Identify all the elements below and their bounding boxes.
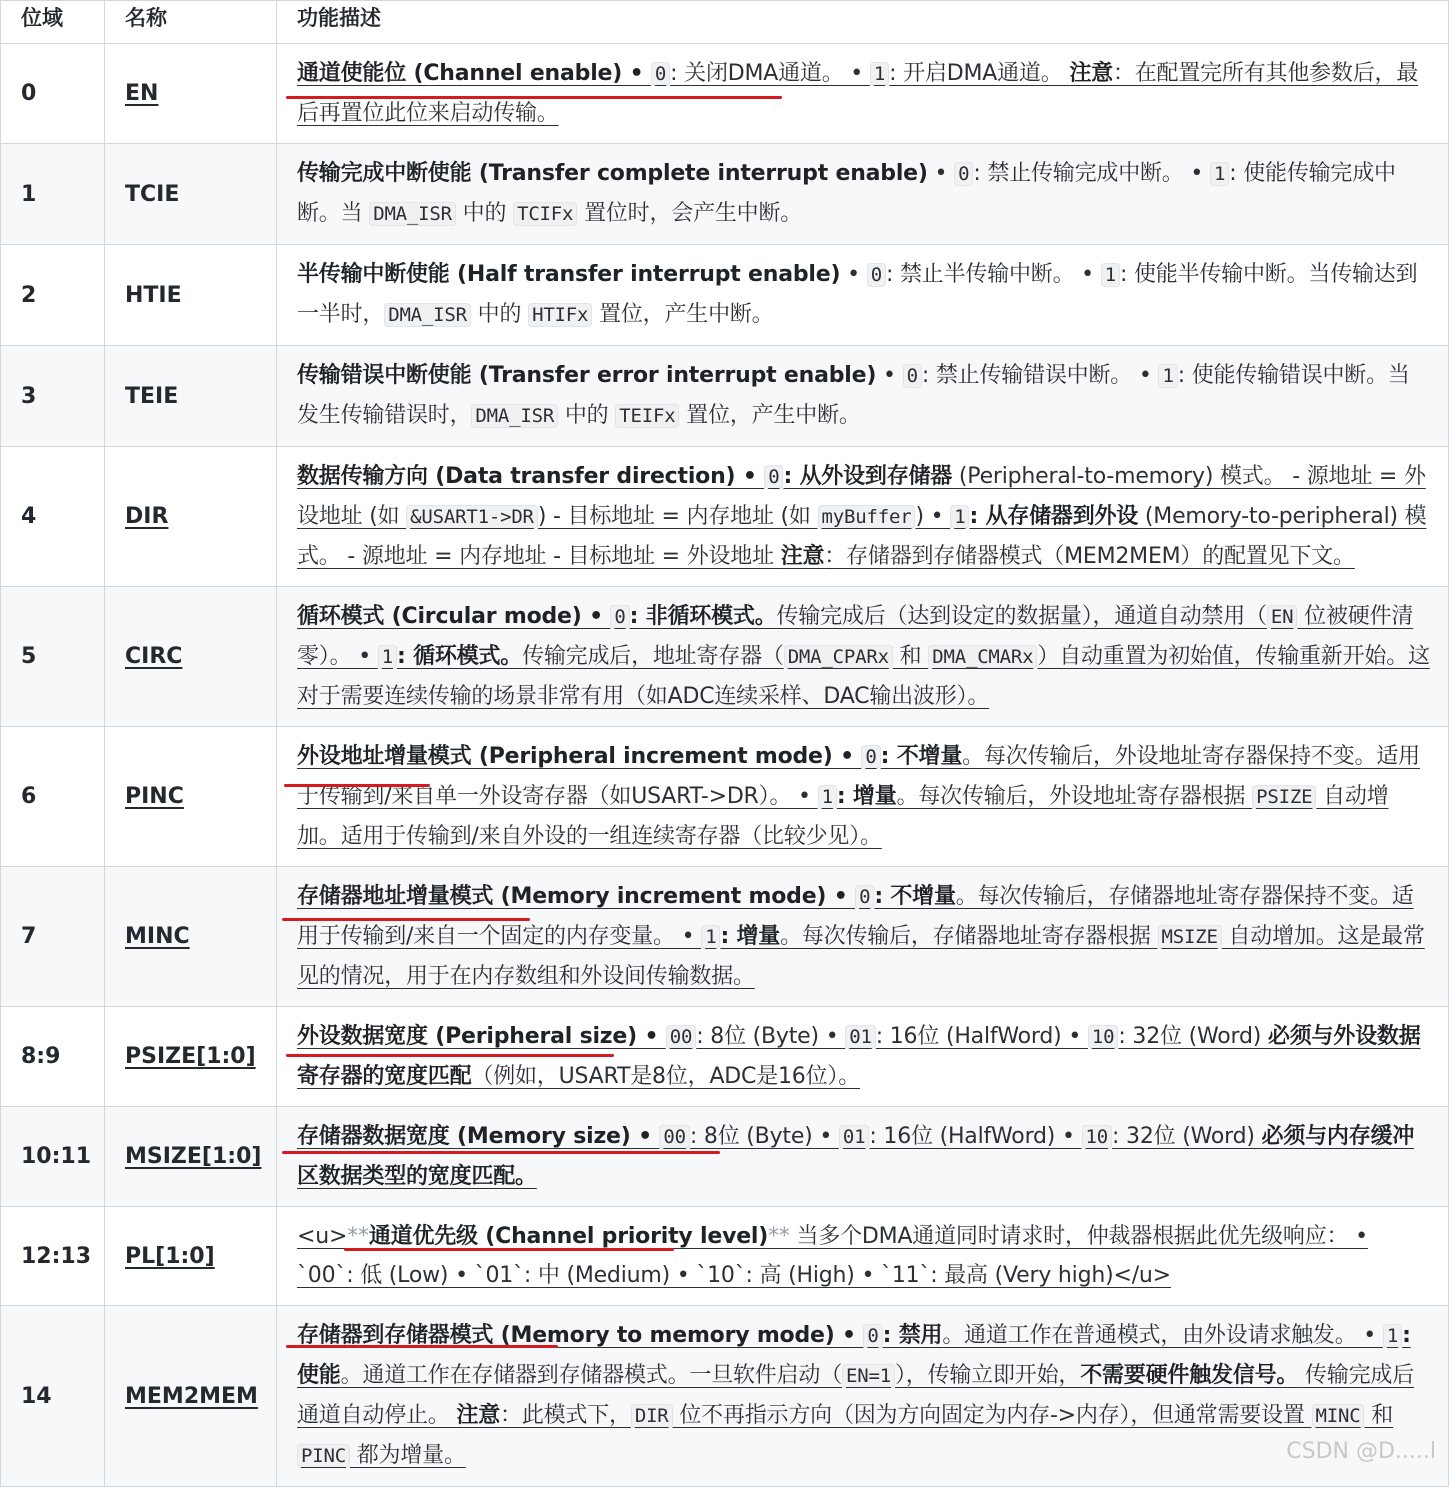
inline-code: MSIZE: [1158, 925, 1222, 949]
bold-text: : 从外设到存储器: [783, 464, 952, 489]
plain-text: 自动增加。这是最常见的情况，用于在内存数组和外设间传输数据。: [297, 924, 1425, 989]
table-row: [1, 727, 1449, 867]
bold-text: 通道优先级 (Channel priority level): [369, 1224, 768, 1249]
plain-text: : 8位 (Byte) •: [690, 1124, 839, 1149]
inline-code: 1: [701, 925, 720, 949]
description-text: [297, 1224, 1368, 1288]
plain-text: : 使能半传输中断。当传输达到一半时，: [297, 262, 1417, 327]
bold-text: : 增量: [720, 924, 780, 949]
register-name: TCIE: [125, 182, 179, 207]
description-text: [297, 1124, 1414, 1189]
inline-code: TEIFx: [615, 404, 679, 428]
bit-cell: 6: [1, 727, 105, 867]
inline-code: PSIZE: [1252, 785, 1316, 809]
inline-code: DMA_ISR: [384, 303, 471, 327]
plain-text: : 关闭DMA通道。 •: [670, 61, 870, 86]
bit-cell: 7: [1, 867, 105, 1007]
plain-text: •: [876, 363, 902, 388]
bit-cell: 8:9: [1, 1007, 105, 1107]
inline-code: 0: [610, 605, 629, 629]
plain-text: : 开启DMA通道。: [889, 61, 1069, 86]
bold-text: 注意: [1069, 61, 1113, 86]
description-text: [297, 161, 1396, 226]
bold-text: 存储器地址增量模式 (Memory increment mode) •: [297, 884, 855, 909]
plain-text: ），传输立即开始，: [895, 1363, 1080, 1388]
bold-text: 数据传输方向 (Data transfer direction) •: [297, 464, 764, 489]
inline-code: 0: [764, 465, 783, 489]
inline-code: 01: [845, 1025, 875, 1049]
plain-text: 和: [893, 644, 928, 669]
plain-text: •: [840, 262, 866, 287]
bold-text: 必须与内存缓冲区数据类型的宽度匹配。: [297, 1124, 1414, 1189]
bold-text: 存储器数据宽度 (Memory size) •: [297, 1124, 659, 1149]
inline-code: 1: [1158, 364, 1177, 388]
table-row: [1, 44, 1449, 144]
inline-code: 0: [855, 885, 874, 909]
name-cell: [105, 1007, 277, 1107]
inline-code: 1: [1101, 263, 1120, 287]
bold-text: 传输完成中断使能 (Transfer complete interrupt enable): [297, 161, 928, 186]
plain-text: 和: [1364, 1403, 1393, 1428]
register-name: MSIZE[1:0]: [125, 1144, 261, 1169]
inline-code: DIR: [631, 1404, 673, 1428]
bold-text: : 禁用: [883, 1323, 943, 1348]
inline-code: 1: [950, 505, 969, 529]
plain-text: ：此模式下，: [500, 1403, 631, 1428]
plain-text: (Peripheral-to-memory) 模式。 - 源地址 = 外设地址 (如: [297, 464, 1426, 529]
inline-code: 0: [903, 364, 922, 388]
name-cell: [105, 587, 277, 727]
plain-text: ）自动重置为初始值，传输重新开始。这对于需要连续传输的场景非常有用（如ADC连续采样、DAC输出波形）。: [297, 644, 1430, 709]
inline-code: 1: [818, 785, 837, 809]
bold-text: 循环模式 (Circular mode) •: [297, 604, 610, 629]
bold-text: 通道使能位 (Channel enable) •: [297, 61, 651, 86]
description-cell: [277, 144, 1449, 245]
plain-text: 中的: [471, 302, 528, 327]
bold-text: : 非循环模式。: [630, 604, 777, 629]
plain-text: 置位时，会产生中断。: [577, 201, 802, 226]
plain-text: : 使能传输错误中断。当发生传输错误时，: [297, 363, 1410, 428]
inline-code: 0: [954, 162, 973, 186]
plain-text: 传输完成后通道自动停止。: [297, 1363, 1414, 1428]
name-cell: [105, 867, 277, 1007]
bold-text: 存储器到存储器模式 (Memory to memory mode) •: [297, 1323, 863, 1348]
inline-code: 00: [666, 1025, 696, 1049]
description-cell: [277, 1306, 1449, 1487]
plain-text: : 32位 (Word): [1118, 1024, 1268, 1049]
register-name: DIR: [125, 504, 168, 529]
inline-code: 1: [378, 645, 397, 669]
plain-text: 自动增加。适用于传输到/来自外设的一组连续寄存器（比较少见）。: [297, 784, 1389, 849]
plain-text: 当多个DMA通道同时请求时，仲裁器根据此优先级响应： • `00`: 低 (Low) • `01`: 中 (Medium) • `10`: 高 (High) • `11`: 最高 (Very high)</u>: [297, 1224, 1368, 1288]
plain-text: 置位，产生中断。: [592, 302, 773, 327]
description-cell: [277, 1207, 1449, 1306]
inline-code: HTIFx: [528, 303, 592, 327]
inline-code: 10: [1088, 1025, 1118, 1049]
inline-code: EN: [1267, 605, 1297, 629]
inline-code: 0: [863, 1324, 882, 1348]
header-name: 名称: [105, 1, 277, 44]
description-text: [297, 1323, 1414, 1468]
plain-text: <u>: [297, 1224, 347, 1249]
inline-code: TCIFx: [513, 202, 577, 226]
watermark: CSDN @D.....l: [1286, 1439, 1436, 1464]
bold-text: : 不增量: [874, 884, 955, 909]
name-cell: [105, 1107, 277, 1207]
register-name: PINC: [125, 784, 184, 809]
bold-text: : 使能: [297, 1323, 1411, 1388]
description-cell: [277, 587, 1449, 727]
inline-code: 1: [870, 62, 889, 86]
name-cell: [105, 44, 277, 144]
table-row: [1, 245, 1449, 346]
inline-code: &USART1->DR: [406, 505, 538, 529]
bold-text: : 从存储器到外设: [969, 504, 1138, 529]
inline-code: DMA_ISR: [471, 404, 558, 428]
inline-code: DMA_CMARx: [928, 645, 1037, 669]
name-cell: [105, 346, 277, 447]
header-row: [1, 1, 1449, 44]
plain-text: 。通道工作在存储器到存储器模式。一旦软件启动（: [341, 1363, 842, 1388]
bit-cell: 2: [1, 245, 105, 346]
table-row: [1, 447, 1449, 587]
inline-code: DMA_ISR: [369, 202, 456, 226]
bold-text: 外设数据宽度 (Peripheral size) •: [297, 1024, 666, 1049]
description-cell: [277, 1007, 1449, 1107]
plain-text: 。每次传输后，存储器地址寄存器根据: [780, 924, 1157, 949]
register-name: PL[1:0]: [125, 1244, 215, 1269]
inline-code: DMA_CPARx: [784, 645, 893, 669]
plain-text: : 使能传输完成中断。当: [297, 161, 1396, 226]
bold-text: : 增量: [837, 784, 897, 809]
inline-code: EN=1: [842, 1364, 895, 1388]
plain-text: 。通道工作在普通模式，由外设请求触发。 •: [942, 1323, 1383, 1348]
table-row: [1, 1306, 1449, 1487]
bit-cell: 1: [1, 144, 105, 245]
plain-text: : 8位 (Byte) •: [696, 1024, 845, 1049]
table-row: [1, 1207, 1449, 1306]
register-name: HTIE: [125, 283, 182, 308]
inline-code: 1: [1383, 1324, 1402, 1348]
register-name: MEM2MEM: [125, 1384, 258, 1409]
inline-code: 0: [867, 263, 886, 287]
bold-text: : 不增量: [881, 744, 962, 769]
name-cell: [105, 1306, 277, 1487]
bit-cell: 4: [1, 447, 105, 587]
plain-text: ) •: [915, 504, 950, 529]
plain-text: 。每次传输后，外设地址寄存器根据: [897, 784, 1253, 809]
plain-text: : 32位 (Word): [1112, 1124, 1262, 1149]
plain-text: ) - 目标地址 = 内存地址 (如: [538, 504, 818, 529]
bit-cell: 12:13: [1, 1207, 105, 1306]
name-cell: [105, 727, 277, 867]
plain-text: ：存储器到存储器模式（MEM2MEM）的配置见下文。: [824, 544, 1355, 569]
plain-text: （例如，USART是8位，ADC是16位）。: [471, 1064, 860, 1089]
plain-text: 中的: [558, 403, 615, 428]
table-body: [1, 44, 1449, 1487]
bold-text: 传输错误中断使能 (Transfer error interrupt enable): [297, 363, 876, 388]
header-bit: 位域: [1, 1, 105, 44]
name-cell: [105, 144, 277, 245]
description-text: [297, 604, 1430, 709]
plain-text: 置位，产生中断。: [679, 403, 860, 428]
bold-text: 必须与外设数据寄存器的宽度匹配: [297, 1024, 1421, 1089]
plain-text: : 禁止传输完成中断。 •: [973, 161, 1210, 186]
inline-code: myBuffer: [818, 505, 916, 529]
bit-cell: 0: [1, 44, 105, 144]
table-row: [1, 867, 1449, 1007]
plain-text: (Memory-to-peripheral) 模式。 - 源地址 = 内存地址 - 目标地址 = 外设地址: [297, 504, 1426, 569]
description-text: [297, 744, 1420, 849]
plain-text: : 禁止传输错误中断。 •: [922, 363, 1159, 388]
inline-code: MINC: [1312, 1404, 1365, 1428]
plain-text: 。每次传输后，外设地址寄存器保持不变。适用于传输到/来自单一外设寄存器（如USART->DR）。 •: [297, 744, 1420, 809]
plain-text: : 禁止半传输中断。 •: [886, 262, 1101, 287]
inline-code: 1: [1210, 162, 1229, 186]
plain-text: •: [928, 161, 954, 186]
plain-text: 中的: [456, 201, 513, 226]
name-cell: [105, 447, 277, 587]
register-name: TEIE: [125, 384, 178, 409]
description-cell: [277, 245, 1449, 346]
header-description: 功能描述: [277, 1, 1449, 44]
description-cell: [277, 346, 1449, 447]
inline-code: 0: [651, 62, 670, 86]
name-cell: [105, 1207, 277, 1306]
plain-text: 位被硬件清零）。 •: [297, 604, 1413, 669]
table-row: [1, 144, 1449, 245]
description-cell: [277, 44, 1449, 144]
name-cell: [105, 245, 277, 346]
description-cell: [277, 1107, 1449, 1207]
description-text: [297, 884, 1425, 989]
plain-text: ：在配置完所有其他参数后，最后再置位此位来启动传输。: [297, 61, 1418, 126]
plain-text: 位不再指示方向（因为方向固定为内存->内存），但通常需要设置: [673, 1403, 1312, 1428]
bit-cell: 3: [1, 346, 105, 447]
plain-text: 都为增量。: [350, 1443, 466, 1468]
description-cell: [277, 727, 1449, 867]
table-row: [1, 346, 1449, 447]
bold-text: 注意: [781, 544, 825, 569]
bit-cell: 10:11: [1, 1107, 105, 1207]
inline-code: 01: [839, 1125, 869, 1149]
register-name: PSIZE[1:0]: [125, 1044, 256, 1069]
inline-code: 0: [861, 745, 880, 769]
bit-cell: 5: [1, 587, 105, 727]
description-cell: [277, 867, 1449, 1007]
description-text: [297, 464, 1426, 569]
plain-text: 。每次传输后，存储器地址寄存器保持不变。适用于传输到/来自一个固定的内存变量。 •: [297, 884, 1414, 949]
table-row: [1, 587, 1449, 727]
bold-text: 注意: [456, 1403, 500, 1428]
inline-code: PINC: [297, 1444, 350, 1468]
table-row: [1, 1007, 1449, 1107]
markdown-marker: **: [347, 1224, 369, 1249]
description-text: [297, 363, 1410, 428]
register-name: EN: [125, 81, 158, 106]
inline-code: 10: [1082, 1125, 1112, 1149]
register-name: MINC: [125, 924, 190, 949]
markdown-marker: **: [768, 1224, 790, 1249]
bold-text: : 循环模式。: [397, 644, 522, 669]
plain-text: 传输完成后（达到设定的数据量），通道自动禁用（: [777, 604, 1267, 629]
description-text: [297, 1024, 1421, 1089]
bit-cell: 14: [1, 1306, 105, 1487]
plain-text: : 16位 (HalfWord) •: [869, 1124, 1081, 1149]
inline-code: 00: [659, 1125, 689, 1149]
description-cell: [277, 447, 1449, 587]
plain-text: : 16位 (HalfWord) •: [876, 1024, 1088, 1049]
bold-text: 半传输中断使能 (Half transfer interrupt enable): [297, 262, 840, 287]
description-text: [297, 61, 1418, 126]
table-row: [1, 1107, 1449, 1207]
description-text: [297, 262, 1417, 327]
register-name: CIRC: [125, 644, 182, 669]
bold-text: 不需要硬件触发信号。: [1080, 1363, 1298, 1388]
bold-text: 外设地址增量模式 (Peripheral increment mode) •: [297, 744, 861, 769]
plain-text: 传输完成后，地址寄存器（: [522, 644, 784, 669]
